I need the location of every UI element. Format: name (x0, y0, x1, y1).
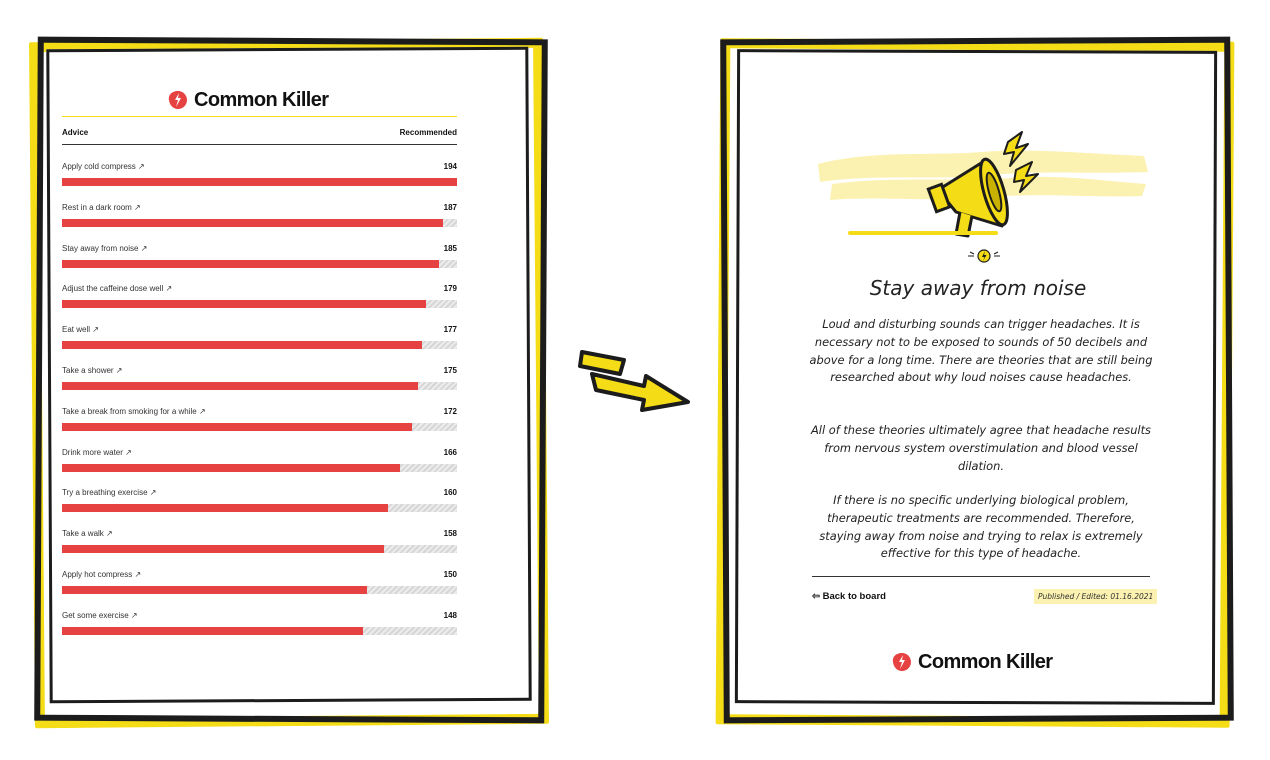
recommend-count: 179 (443, 284, 457, 294)
advice-row[interactable] (62, 448, 457, 478)
brand-logo[interactable] (166, 88, 328, 112)
advice-row[interactable] (62, 162, 457, 192)
progress-bar (62, 627, 363, 635)
advice-row[interactable] (62, 570, 457, 600)
progress-bar (62, 545, 384, 553)
recommend-count: 166 (443, 447, 457, 457)
header-recommended: Recommended (399, 128, 457, 137)
article-title: Stay away from noise (869, 276, 1087, 300)
progress-track (62, 219, 457, 227)
brain-bolt-icon (166, 88, 190, 112)
progress-bar (62, 382, 418, 390)
advice-link[interactable]: Try a breathing exercise ↗ (62, 488, 157, 498)
article-paragraph: Loud and disturbing sounds can trigger headaches. It is necessary not to be exposed to sounds of 50 decibels and above for a long time. There are theories that are still being researched about why loud noises cause headaches. (809, 317, 1153, 385)
progress-track (62, 300, 457, 308)
advice-row[interactable] (62, 488, 457, 518)
advice-link[interactable]: Stay away from noise ↗ (62, 243, 148, 253)
article-paragraph: If there is no specific underlying biological problem, therapeutic treatments are recommended. Therefore, staying away from noise and trying to relax is extremely effective for this type of headache. (819, 493, 1143, 561)
advice-link[interactable]: Take a break from smoking for a while ↗ (62, 406, 206, 416)
published-date-badge: Published / Edited: 01.16.2021 (1034, 589, 1157, 604)
progress-track (62, 586, 457, 594)
progress-bar (62, 260, 439, 268)
divider (62, 144, 457, 145)
progress-track (62, 545, 457, 553)
progress-track (62, 423, 457, 431)
progress-bar (62, 341, 422, 349)
progress-track (62, 260, 457, 268)
advice-row[interactable] (62, 203, 457, 233)
progress-bar (62, 300, 426, 308)
progress-track (62, 341, 457, 349)
divider (848, 231, 998, 235)
article-paragraph: All of these theories ultimately agree that headache results from nervous system overstimulation and blood vessel dilation. (811, 423, 1151, 473)
progress-track (62, 382, 457, 390)
advice-link[interactable]: Apply cold compress ↗ (62, 162, 145, 171)
header-advice: Advice (62, 128, 89, 137)
recommend-count: 175 (443, 366, 457, 375)
advice-row[interactable] (62, 366, 457, 396)
recommend-count: 148 (443, 610, 457, 620)
advice-link[interactable]: Drink more water ↗ (62, 447, 132, 457)
brand-name: Common Killer (194, 88, 329, 111)
advice-row[interactable] (62, 284, 457, 314)
advice-row[interactable] (62, 325, 457, 355)
advice-link[interactable]: Take a shower ↗ (62, 366, 123, 375)
progress-track (62, 504, 457, 512)
progress-bar (62, 586, 367, 594)
recommend-count: 194 (443, 162, 457, 171)
advice-link[interactable]: Rest in a dark room ↗ (62, 202, 141, 212)
progress-bar (62, 178, 457, 186)
arrow-right-icon (576, 344, 692, 416)
progress-track (62, 178, 457, 186)
recommend-count: 172 (443, 406, 457, 416)
brain-bolt-icon (964, 247, 1004, 265)
recommend-count: 158 (443, 529, 457, 539)
megaphone-icon (812, 112, 1152, 242)
brain-bolt-icon (890, 650, 914, 674)
advice-row[interactable] (62, 244, 457, 274)
advice-link[interactable]: Adjust the caffeine dose well ↗ (62, 284, 173, 294)
advice-link[interactable]: Eat well ↗ (62, 325, 99, 335)
advice-link[interactable]: Take a walk ↗ (62, 529, 113, 539)
progress-bar (62, 219, 443, 227)
divider (62, 116, 457, 117)
progress-bar (62, 504, 388, 512)
advice-row[interactable] (62, 529, 457, 559)
recommend-count: 160 (443, 488, 457, 498)
divider (812, 576, 1150, 577)
progress-bar (62, 464, 400, 472)
table-header (62, 128, 457, 137)
recommend-count: 150 (443, 570, 457, 579)
recommend-count: 185 (443, 243, 457, 253)
progress-track (62, 464, 457, 472)
brand-logo[interactable] (890, 650, 1052, 674)
progress-bar (62, 423, 412, 431)
recommend-count: 177 (443, 325, 457, 335)
back-to-board-link[interactable]: ⇦ Back to board (812, 591, 886, 602)
advice-row[interactable] (62, 611, 457, 641)
brand-name: Common Killer (918, 650, 1053, 673)
progress-track (62, 627, 457, 635)
advice-row[interactable] (62, 407, 457, 437)
advice-link[interactable]: Get some exercise ↗ (62, 610, 138, 620)
recommend-count: 187 (443, 202, 457, 212)
advice-link[interactable]: Apply hot compress ↗ (62, 570, 142, 579)
